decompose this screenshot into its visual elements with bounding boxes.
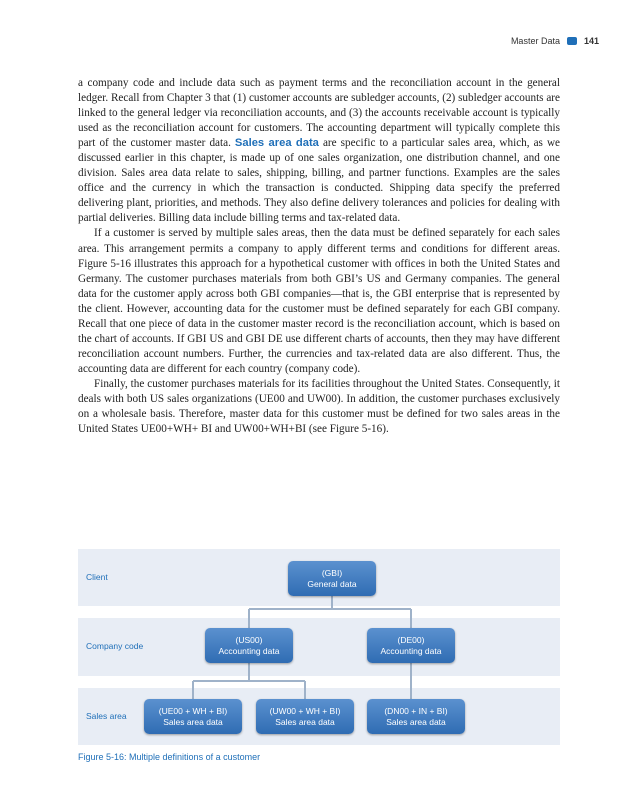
dn00-box-code: (DN00 + IN + BI) [384, 705, 448, 716]
ue00-box-label: Sales area data [163, 716, 223, 727]
gbi-general-data-box [288, 561, 376, 596]
term-highlight: Sales area data [234, 137, 319, 150]
paragraph-1-start: a company code and include data such as payment terms and the reconciliation account in the general ledger. Recall from Chapter 3 that (1) customer accounts are subledger accounts, (2) subledger accounts are linked to the general ledger via reconciliation accounts, and (3) the accounts receivable account is typically used as the reconciliation account for customers. The accounting department will typically complete this part of the customer master data. [78, 77, 560, 150]
paragraph-1-end: are specific to a particular sales area, which, as we discussed earlier in this chapter, is made up of one sales organization, one distribution channel, and one division. Sales area data relate to sales, shipping, billing, and partner functions. Examples are the sales office and the currency in which the transaction is conducted. Shipping data specify the preferred delivering plant, priorities, and methods. They also define delivery tolerances and policies for dealing with partial deliveries. Billing data include billing terms and tax-related data. [78, 137, 561, 225]
running-header [511, 36, 599, 46]
paragraph-3: Finally, the customer purchases materials for its facilities throughout the United States. Consequently, it deals with both US sales organizations (UE00 and UW00). In addition, the customer purchases exclusively on a wholesale basis. Therefore, master data for this customer must be defined for two sales areas in the United States UE00+WH+ BI and UW00+WH+BI (see Figure 5-16). [78, 377, 560, 436]
us00-box-code: (US00) [235, 634, 263, 645]
company-code-level-label: Company code [86, 641, 144, 651]
uw00-box-label: Sales area data [275, 716, 335, 727]
us00-box-label: Accounting data [218, 645, 280, 656]
de00-box-label: Accounting data [380, 645, 442, 656]
uw00-box-code: (UW00 + WH + BI) [269, 705, 341, 716]
figure-caption: Figure 5-16: Multiple definitions of a customer [78, 752, 261, 762]
dn00-sales-area-box [367, 699, 465, 734]
ue00-sales-area-box [144, 699, 242, 734]
dn00-box-label: Sales area data [386, 716, 446, 727]
sales-area-level-label: Sales area [86, 711, 127, 721]
de00-box-code: (DE00) [397, 634, 425, 645]
ue00-box-code: (UE00 + WH + BI) [158, 705, 228, 716]
section-title: Master Data [510, 36, 560, 46]
us00-accounting-box [205, 628, 293, 663]
paragraph-1 [78, 76, 560, 226]
figure-diagram [78, 549, 560, 745]
uw00-sales-area-box [256, 699, 354, 734]
body-text [78, 76, 560, 437]
gbi-box-code: (GBI) [321, 567, 343, 578]
de00-accounting-box [367, 628, 455, 663]
page-number: 141 [583, 36, 599, 46]
client-level-label: Client [86, 572, 108, 582]
gbi-box-label: General data [307, 578, 357, 589]
section-marker-icon [567, 37, 577, 45]
paragraph-2: If a customer is served by multiple sales areas, then the data must be defined separately for each sales area. This arrangement permits a company to apply different terms and conditions for different areas. Figure 5-16 illustrates this approach for a hypothetical customer with offices in both the United States and Germany. The customer purchases materials from both GBI’s US and Germany companies. The general data for the customer apply across both GBI companies—that is, the GBI enterprise that is represented by the client. However, accounting data for the customer must be defined separately for each GBI company. Recall that one piece of data in the customer master record is the reconciliation account, which is based on the chart of accounts. If GBI US and GBI DE use different charts of accounts, then they may have different reconciliation account numbers. Further, the currencies and tax-related data are also different. Thus, the accounting data are different for each country (company code). [78, 227, 560, 375]
